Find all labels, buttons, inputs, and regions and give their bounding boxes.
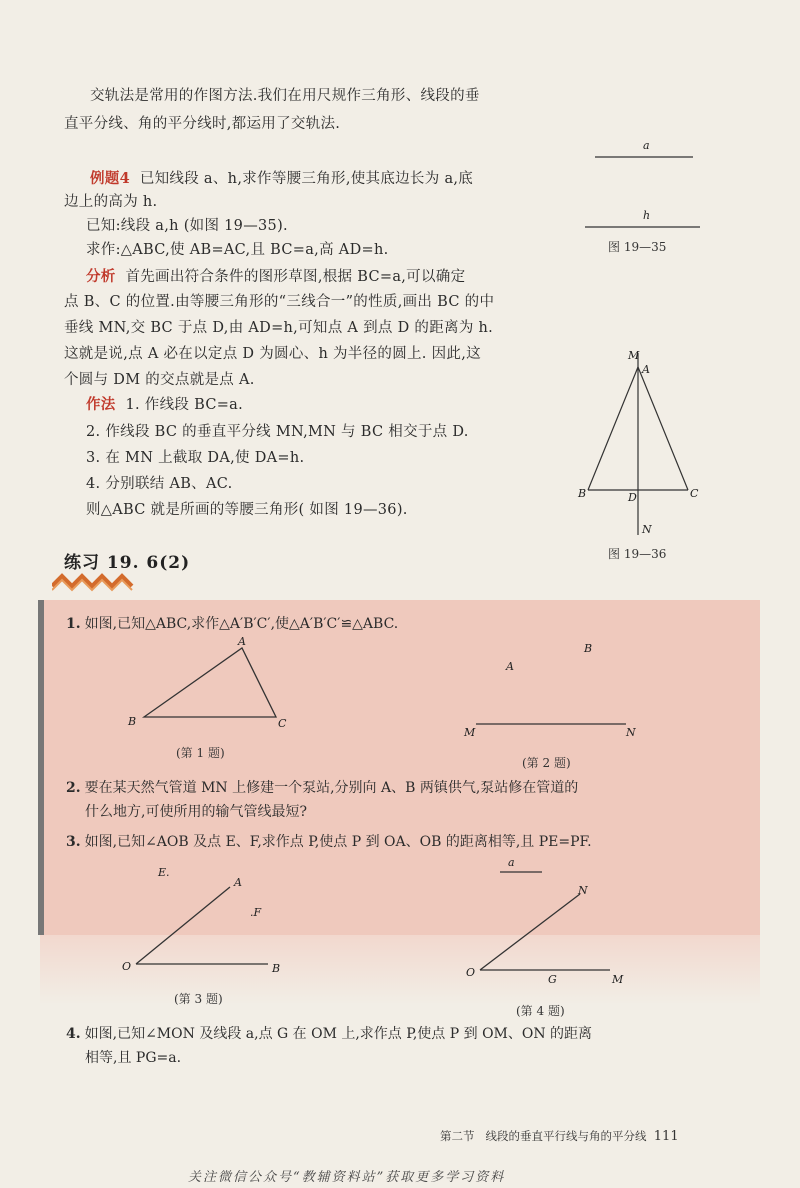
- fig4-label-n: N: [578, 884, 588, 897]
- figure-q1: [120, 635, 300, 735]
- footer-section: 第二节: [440, 1129, 475, 1143]
- fig2-label-a: A: [506, 660, 514, 673]
- question-3-number: 3.: [66, 834, 81, 850]
- exercise-title: 练习 19. 6(2): [64, 553, 191, 573]
- page-number: 111: [653, 1129, 679, 1144]
- question-4-line-2: 相等,且 PG=a.: [85, 1050, 182, 1066]
- fig4-ray-on: [480, 894, 580, 970]
- method-step-1-text: 1. 作线段 BC=a.: [125, 397, 244, 413]
- page-footer: [440, 1128, 679, 1144]
- zigzag-decoration-icon: [52, 568, 162, 592]
- fig36-label-c: C: [690, 487, 699, 500]
- fig4-label-m: M: [612, 973, 624, 986]
- fig1-label-c: C: [278, 717, 287, 730]
- intro-line-1: 交轨法是常用的作图方法.我们在用尺规作三角形、线段的垂: [90, 88, 480, 104]
- figure-19-35: [585, 135, 705, 255]
- intro-line-2: 直平分线、角的平分线时,都运用了交轨法.: [64, 116, 341, 132]
- question-2: [66, 776, 578, 800]
- method-label: 作法: [86, 396, 116, 413]
- method-step-2: 2. 作线段 BC 的垂直平分线 MN,MN 与 BC 相交于点 D.: [86, 424, 469, 440]
- fig2-caption: (第 2 题): [522, 756, 571, 770]
- fig35-label-a: a: [643, 139, 650, 152]
- question-3-text: 如图,已知∠AOB 及点 E、F,求作点 P,使点 P 到 OA、OB 的距离相等,且 PE=PF.: [84, 834, 592, 850]
- analysis-line-3: 垂线 MN,交 BC 于点 D,由 AD=h,可知点 A 到点 D 的距离为 h.: [64, 320, 494, 336]
- exercise-left-bar: [38, 600, 44, 935]
- analysis-label: 分析: [86, 268, 116, 285]
- fig36-label-b: B: [578, 487, 587, 500]
- fig2-label-b: B: [584, 642, 593, 655]
- fig36-label-m: M: [628, 349, 640, 362]
- footer-title: 线段的垂直平行线与角的平分线: [485, 1129, 647, 1143]
- watermark-text: 关注微信公众号“教辅资料站”获取更多学习资料: [188, 1170, 506, 1185]
- figure-19-36: [570, 345, 710, 540]
- example-line-1: [90, 166, 473, 192]
- fig3-ray-oa: [136, 887, 230, 964]
- fig1-label-a: A: [238, 635, 246, 648]
- example-text: 已知线段 a、h,求作等腰三角形,使其底边长为 a,底: [139, 171, 474, 187]
- fig36-label-a: A: [642, 363, 650, 376]
- figure-q3: [118, 862, 298, 977]
- fig36-label-d: D: [628, 491, 637, 504]
- question-4-number: 4.: [66, 1026, 81, 1042]
- fig36-side-ab: [588, 367, 638, 490]
- question-1: [66, 612, 398, 636]
- question-4-line-1: 如图,已知∠MON 及线段 a,点 G 在 OM 上,求作点 P,使点 P 到 OM、ON 的距离: [84, 1026, 593, 1042]
- fig4-label-g: G: [548, 973, 557, 986]
- question-1-number: 1.: [66, 616, 81, 632]
- fig1-triangle: [144, 648, 276, 717]
- analysis-line-2: 点 B、C 的位置.由等腰三角形的“三线合一”的性质,画出 BC 的中: [64, 294, 495, 310]
- fig1-label-b: B: [128, 715, 137, 728]
- analysis-line-5: 个圆与 DM 的交点就是点 A.: [64, 372, 255, 388]
- fig4-caption: (第 4 题): [516, 1004, 565, 1018]
- fig4-label-a: a: [508, 856, 515, 869]
- fig2-label-m: M: [464, 726, 476, 738]
- fig1-caption: (第 1 题): [176, 746, 225, 760]
- fig3-label-e: E.: [158, 866, 170, 879]
- question-2-line-2: 什么地方,可使所用的输气管线最短?: [85, 804, 307, 820]
- figure-q2: [460, 638, 650, 738]
- fig35-caption: 图 19—35: [608, 240, 667, 254]
- method-conclusion: 则△ABC 就是所画的等腰三角形( 如图 19—36).: [86, 502, 408, 518]
- question-1-text: 如图,已知△ABC,求作△A′B′C′,使△A′B′C′≌△ABC.: [84, 616, 399, 632]
- question-2-line-1: 要在某天然气管道 MN 上修建一个泵站,分别向 A、B 两镇供气,泵站修在管道的: [84, 780, 579, 796]
- method-step-3: 3. 在 MN 上截取 DA,使 DA=h.: [86, 450, 305, 466]
- question-3: [66, 830, 592, 854]
- fig4-label-o: O: [466, 966, 476, 979]
- fig2-label-n: N: [626, 726, 636, 738]
- figure-q4: [462, 852, 642, 987]
- example-given: 已知:线段 a,h (如图 19—35).: [86, 218, 288, 234]
- fig36-label-n: N: [642, 523, 652, 536]
- question-2-number: 2.: [66, 780, 81, 796]
- example-label: 例题4: [90, 170, 130, 187]
- example-line-2: 边上的高为 h.: [64, 194, 158, 210]
- example-find: 求作:△ABC,使 AB=AC,且 BC=a,高 AD=h.: [86, 242, 389, 258]
- fig36-side-ac: [638, 367, 688, 490]
- fig36-caption: 图 19—36: [608, 547, 667, 561]
- analysis-line-1: [86, 264, 465, 290]
- fig3-label-f: .F: [250, 906, 262, 919]
- fig35-label-h: h: [643, 209, 651, 222]
- analysis-text: 首先画出符合条件的图形草图,根据 BC=a,可以确定: [125, 269, 466, 285]
- method-step-4: 4. 分别联结 AB、AC.: [86, 476, 233, 492]
- fig3-caption: (第 3 题): [174, 992, 223, 1006]
- analysis-line-4: 这就是说,点 A 必在以定点 D 为圆心、h 为半径的圆上. 因此,这: [64, 346, 481, 362]
- question-4: [66, 1022, 592, 1046]
- fig3-label-b: B: [272, 962, 281, 975]
- method-step-1: [86, 392, 243, 418]
- fig3-label-a: A: [234, 876, 242, 889]
- fig3-label-o: O: [122, 960, 132, 973]
